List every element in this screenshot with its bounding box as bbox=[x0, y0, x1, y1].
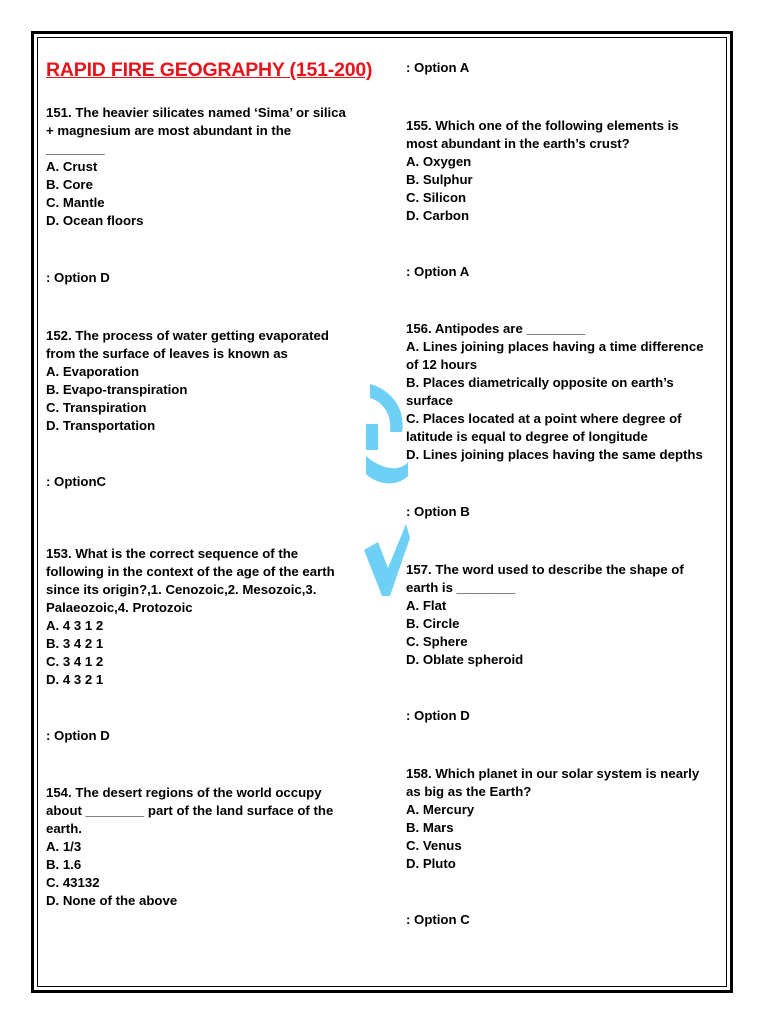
question-text: most abundant in the earth’s crust? bbox=[406, 136, 630, 151]
question-153 bbox=[46, 545, 376, 689]
option-c: C. 43132 bbox=[46, 875, 100, 890]
answer-155: : Option A bbox=[406, 264, 470, 279]
question-155 bbox=[406, 117, 724, 225]
option-a: A. 4 3 1 2 bbox=[46, 618, 104, 633]
question-text: 155. Which one of the following elements is bbox=[406, 118, 679, 133]
option-d: D. Carbon bbox=[406, 208, 470, 223]
question-text: 152. The process of water getting evaporated bbox=[46, 328, 329, 343]
option-b: B. Mars bbox=[406, 820, 454, 835]
answer-158: : Option C bbox=[406, 912, 470, 927]
option-b: B. Places diametrically opposite on earth’s bbox=[406, 375, 674, 390]
option-c: C. Sphere bbox=[406, 634, 468, 649]
question-text: + magnesium are most abundant in the bbox=[46, 123, 292, 138]
question-text: 158. Which planet in our solar system is nearly bbox=[406, 766, 700, 781]
question-158 bbox=[406, 765, 724, 873]
question-text: earth is ________ bbox=[406, 580, 516, 595]
question-text: following in the context of the age of the earth bbox=[46, 564, 335, 579]
question-151 bbox=[46, 104, 376, 230]
option-a: A. Flat bbox=[406, 598, 447, 613]
option-b: B. 3 4 2 1 bbox=[46, 636, 104, 651]
option-d: D. Oblate spheroid bbox=[406, 652, 524, 667]
question-157 bbox=[406, 561, 724, 669]
answer-154: : Option A bbox=[406, 60, 470, 75]
option-c: C. Mantle bbox=[46, 195, 105, 210]
question-text: since its origin?,1. Cenozoic,2. Mesozoic,3. bbox=[46, 582, 317, 597]
option-b: B. Evapo-transpiration bbox=[46, 382, 188, 397]
question-text: earth. bbox=[46, 821, 82, 836]
option-a: A. 1/3 bbox=[46, 839, 82, 854]
option-b: B. Sulphur bbox=[406, 172, 473, 187]
option-a: A. Evaporation bbox=[46, 364, 140, 379]
option-d: D. Ocean floors bbox=[46, 213, 144, 228]
answer-157: : Option D bbox=[406, 708, 470, 723]
option-a: A. Crust bbox=[46, 159, 98, 174]
option-a: A. Mercury bbox=[406, 802, 475, 817]
option-a-cont: of 12 hours bbox=[406, 357, 478, 372]
question-text: 154. The desert regions of the world occupy bbox=[46, 785, 322, 800]
option-c: C. Places located at a point where degree of bbox=[406, 411, 682, 426]
option-d: D. Transportation bbox=[46, 418, 156, 433]
option-c: C. Venus bbox=[406, 838, 462, 853]
option-b: B. Circle bbox=[406, 616, 460, 631]
answer-153: : Option D bbox=[46, 728, 110, 743]
option-c: C. Silicon bbox=[406, 190, 467, 205]
question-156 bbox=[406, 320, 724, 464]
question-text: Palaeozoic,4. Protozoic bbox=[46, 600, 193, 615]
option-b: B. Core bbox=[46, 177, 93, 192]
option-c: C. 3 4 1 2 bbox=[46, 654, 104, 669]
question-154 bbox=[46, 784, 376, 910]
question-text: 157. The word used to describe the shape of bbox=[406, 562, 684, 577]
question-text: 153. What is the correct sequence of the bbox=[46, 546, 299, 561]
page-title: RAPID FIRE GEOGRAPHY (151-200) bbox=[46, 59, 373, 81]
question-text: as big as the Earth? bbox=[406, 784, 532, 799]
option-b: B. 1.6 bbox=[46, 857, 82, 872]
option-d: D. None of the above bbox=[46, 893, 178, 908]
answer-152: : OptionC bbox=[46, 474, 107, 489]
answer-151: : Option D bbox=[46, 270, 110, 285]
option-d: D. 4 3 2 1 bbox=[46, 672, 104, 687]
question-text: ________ bbox=[46, 141, 105, 156]
option-d: D. Pluto bbox=[406, 856, 456, 871]
question-text: about ________ part of the land surface of the bbox=[46, 803, 334, 818]
option-a: A. Oxygen bbox=[406, 154, 472, 169]
option-b-cont: surface bbox=[406, 393, 453, 408]
question-text: 156. Antipodes are ________ bbox=[406, 321, 586, 336]
option-c-cont: latitude is equal to degree of longitude bbox=[406, 429, 648, 444]
question-152 bbox=[46, 327, 376, 435]
answer-156: : Option B bbox=[406, 504, 470, 519]
option-d: D. Lines joining places having the same depths bbox=[406, 447, 703, 462]
option-c: C. Transpiration bbox=[46, 400, 147, 415]
question-text: 151. The heavier silicates named ‘Sima’ or silica bbox=[46, 105, 346, 120]
option-a: A. Lines joining places having a time difference bbox=[406, 339, 704, 354]
question-text: from the surface of leaves is known as bbox=[46, 346, 288, 361]
